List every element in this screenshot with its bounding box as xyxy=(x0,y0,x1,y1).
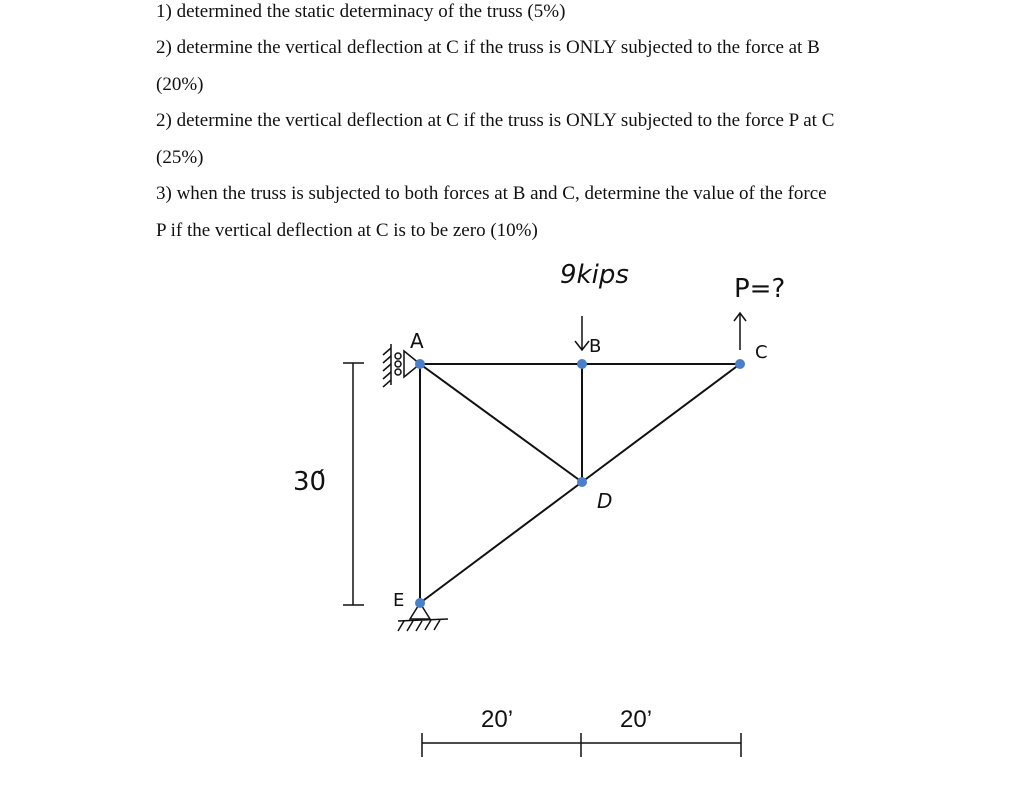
question-4-line-2: P if the vertical deflection at C is to be zero (10%) xyxy=(156,220,538,241)
load-label-c: P=? xyxy=(734,274,786,304)
pin-support-e-icon xyxy=(398,603,448,631)
node-label-d: D xyxy=(597,489,613,513)
height-dimension-label: 30́ xyxy=(293,467,327,497)
member-ed xyxy=(420,482,582,603)
load-arrow-b-icon xyxy=(575,316,589,350)
node-c xyxy=(735,359,745,369)
node-d xyxy=(577,477,587,487)
node-label-a: A xyxy=(410,329,424,353)
load-label-b: 9kips xyxy=(560,260,629,290)
node-b xyxy=(577,359,587,369)
span-right-label: 20’ xyxy=(620,706,653,733)
node-e xyxy=(415,598,425,608)
question-4-line-1: 3) when the truss is subjected to both forces at B and C, determine the value of the force xyxy=(156,183,827,204)
load-arrow-c-icon xyxy=(734,313,746,350)
member-ad xyxy=(420,364,582,482)
question-2-line-2: (20%) xyxy=(156,74,204,95)
node-label-c: C xyxy=(755,342,768,363)
node-label-b: B xyxy=(589,336,602,357)
question-3-line-2: (25%) xyxy=(156,147,204,168)
question-2-line-1: 2) determine the vertical deflection at C if the truss is ONLY subjected to the force at B xyxy=(156,37,820,58)
member-cd xyxy=(582,364,740,482)
node-a xyxy=(415,359,425,369)
height-dimension-line xyxy=(343,363,364,605)
span-left-label: 20’ xyxy=(481,706,514,733)
span-dimension-line xyxy=(422,733,741,757)
node-label-e: E xyxy=(393,590,405,611)
question-3-line-1: 2) determine the vertical deflection at C if the truss is ONLY subjected to the force P at C xyxy=(156,110,835,131)
question-1: 1) determined the static determinacy of the truss (5%) xyxy=(156,1,566,22)
